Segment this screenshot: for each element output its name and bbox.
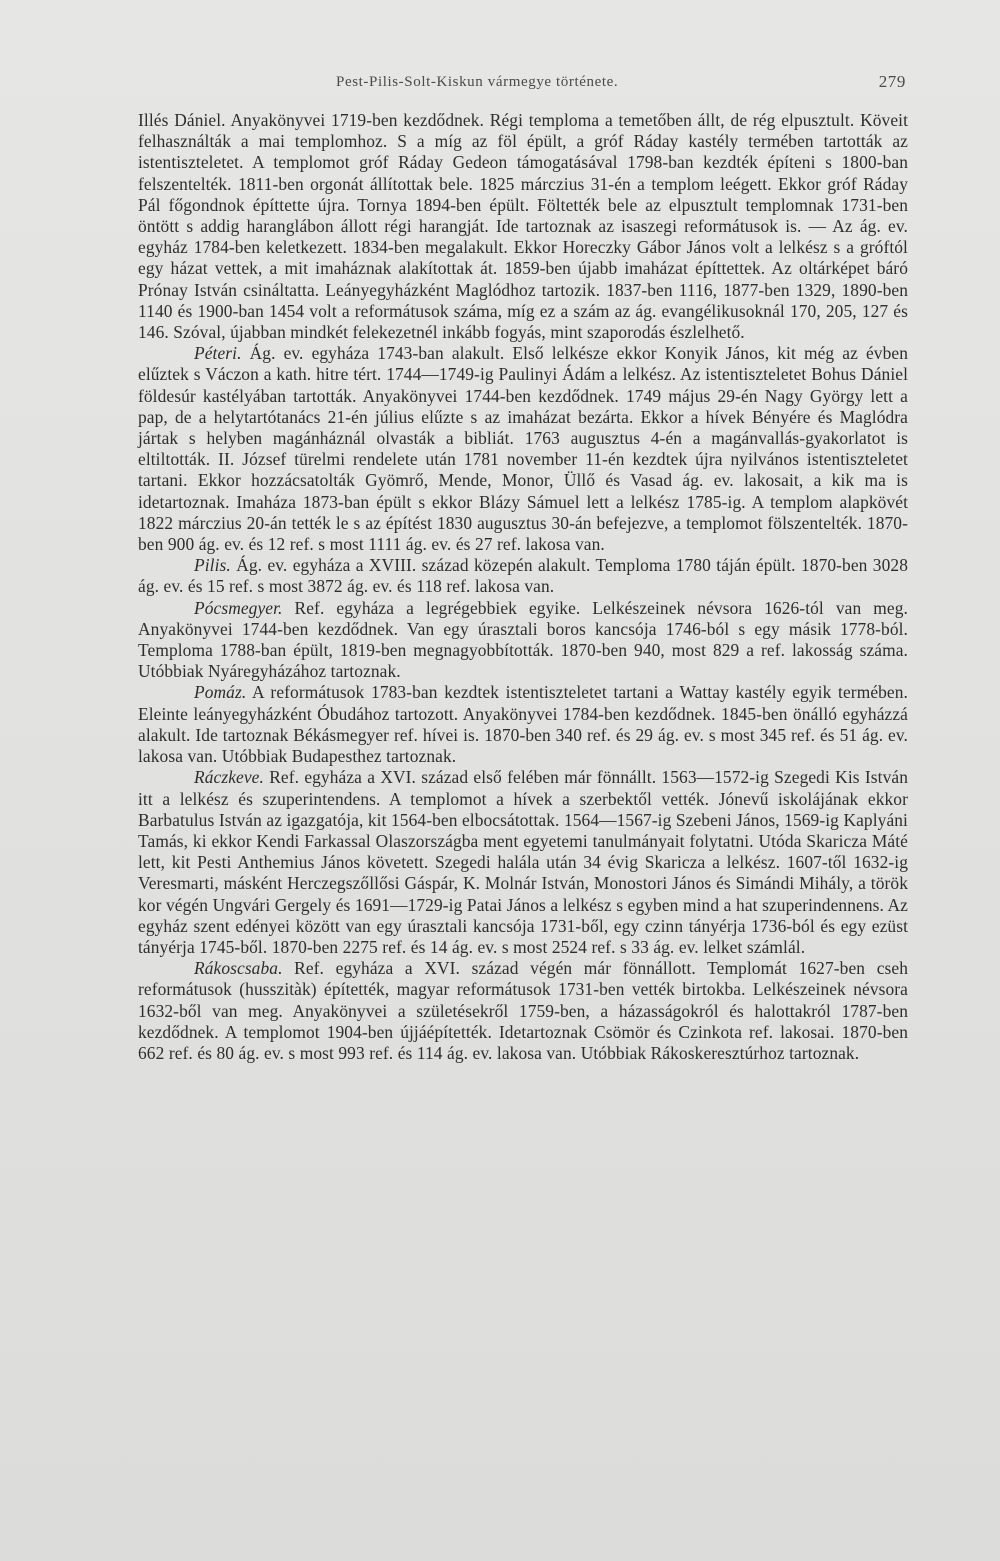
paragraph-text: Illés Dániel. Anyakönyvei 1719-ben kezdődnek. Régi temploma a temetőben állt, de rég elpusztult. Köveit felhasználták a mai templomhoz. S a míg az föl épült, a gróf Ráday kastély termében tartották az istentiszteletet. A templomot gróf Ráday Gedeon támogatásával 1798-ban kezdték építeni s 1800-ban felszentelték. 1811-ben orgonát állítottak bele. 1825 márczius 31-én a templom leégett. Ekkor gróf Ráday Pál főgondnok építtette újra. Tornya 1894-ben épült. Föltették bele az elpusztult templomnak 1731-ben öntött s addig haranglábon állott régi harangját. Ide tartoznak az isaszegi reformátusok is. — Az ág. ev. egyház 1784-ben keletkezett. 1834-ben megalakult. Ekkor Horeczky Gábor János volt a lelkész s a gróftól egy házat vettek, a mit imaháznak alakítottak át. 1859-ben újabb imaházat építtettek. Az oltárképet báró Prónay István csináltatta. Leányegyházként Maglódhoz tartozik. 1837-ben 1116, 1877-ben 1329, 1890-ben 1140 és 1900-ban 1454 volt a reformátusok száma, míg ez a szám az ág. evangélikusoknál 170, 205, 127 és 146. Szóval, újabban mindkét felekezetnél inkább fogyás, mint szaporodás észlelhető.: [138, 110, 908, 343]
paragraph-pomaz: [138, 682, 908, 767]
paragraph-peteri: [138, 343, 908, 555]
place-name-peteri: Péteri.: [194, 343, 242, 364]
paragraph-rakoscsaba: [138, 958, 908, 1064]
place-name-pilis: Pilis.: [194, 555, 231, 576]
running-head: [138, 72, 908, 96]
paragraph-text: Ág. ev. egyháza a XVIII. század közepén alakult. Temploma 1780 táján épült. 1870-ben 3028 ág. ev. és 15 ref. s most 3872 ág. ev. és 118 ref. lakosa van.: [138, 555, 908, 597]
place-name-pocsmegyer: Pócsmegyer.: [194, 597, 283, 618]
paragraph-text: A reformátusok 1783-ban kezdtek istentiszteletet tartani a Wattay kastély egyik termében. Eleinte leányegyházként Óbudához tartozott. Anyakönyvei 1784-ben kezdődnek. 1845-ben önálló egyházzá alakult. Ide tartoznak Békásmegyer ref. hívei is. 1870-ben 340 ref. és 29 ág. ev. s most 345 ref. és 51 ág. ev. lakosa van. Utóbbiak Budapesthez tartoznak.: [138, 682, 908, 767]
paragraph-text: Ág. ev. egyháza 1743-ban alakult. Első lelkésze ekkor Konyik János, kit még az évben elűztek s Váczon a kath. hitre tért. 1744—1749-ig Paulinyi Ádám a lelkész. Az istentiszteletet Bohus Dániel földesúr kastélyában tartották. Anyakönyvei 1744-ben kezdődnek. 1749 május 29-én Nagy György lett a pap, de a helytartótanács 21-én július elűzte s az imaházat bezárta. Ekkor a hívek Bényére és Maglódra jártak s helyben magánháznál olvasták a bibliát. 1763 augusztus 4-én a magánvallás-gyakorlatot is eltiltották. II. József türelmi rendelete után 1781 november 11-én kezdtek újra nyilvános istentiszteletet tartani. Ekkor hozzácsatolták Gyömrő, Mende, Monor, Üllő és Vasad ág. ev. lakosait, a kik ma is idetartoznak. Imaháza 1873-ban épült s ekkor Blázy Sámuel lett a lelkész 1785-ig. A templom alapkövét 1822 márczius 20-án tették le s az építést 1830 augusztus 30-án befejezve, a templomot fölszentelték. 1870-ben 900 ág. ev. és 12 ref. s most 1111 ág. ev. és 27 ref. lakosa van.: [138, 343, 908, 555]
body-text: [138, 110, 908, 1064]
paragraph-text: Ref. egyháza a XVI. század első felében már fönnállt. 1563—1572-ig Szegedi Kis István itt a lelkész és szuperintendens. A templomot a hívek a szerbektől vették. Jónevű iskolájának ekkor Barbatulus István az igazgatója, kit 1564-ben elbocsátottak. 1564—1567-ig Szebeni János, 1569-ig Kaplyáni Tamás, ki ekkor Kendi Farkassal Olaszországba ment egyetemi tanulmányait folytatni. Utóda Skaricza Máté lett, kit Pesti Anthemius János követett. Szegedi halála után 34 évig Skaricza a lelkész. 1607-től 1632-ig Veresmarti, másként Herczegszőllősi Gáspár, K. Molnár István, Monostori János és Simándi Mihály, a török kor végén Ungvári Gergely és 1691—1729-ig Patai János a lelkész s egyben mind a hat szuperindennens. Az egyház szent edényei között van egy úrasztali kancsója 1731-ből, egy czinn tányérja 1736-ból és egy ezüst tányérja 1745-ből. 1870-ben 2275 ref. és 14 ág. ev. s most 2524 ref. s 33 ág. ev. lelket számlál.: [138, 767, 908, 957]
place-name-raczkeve: Ráczkeve.: [194, 767, 264, 788]
paragraph-text: Ref. egyháza a legrégebbiek egyike. Lelkészeinek névsora 1626-tól van meg. Anyakönyvei 1744-ben kezdődnek. Van egy úrasztali boros kancsója 1746-ból s egy másik 1778-ból. Temploma 1788-ban épült, 1819-ben megnagyobbították. 1870-ben 940, most 829 a ref. lakosság száma. Utóbbiak Nyáregyházához tartoznak.: [138, 597, 908, 682]
place-name-pomaz: Pomáz.: [194, 682, 247, 703]
paragraph-pocsmegyer: [138, 598, 908, 683]
paragraph-alberti-continued: [138, 110, 908, 343]
page-number: 279: [878, 72, 906, 91]
running-title: Pest-Pilis-Solt-Kiskun vármegye története.: [336, 74, 619, 90]
paragraph-text: Ref. egyháza a XVI. század végén már fönnállott. Templomát 1627-ben cseh reformátusok (husszitàk) építették, magyar reformátusok 1731-ben vették birtokba. Lelkészeinek névsora 1632-ből van meg. Anyakönyvei a születésekről 1759-ben, a házasságokról és halottakról 1787-ben kezdődnek. A templomot 1904-ben újjáépítették. Idetartoznak Csömör és Czinkota ref. lakosai. 1870-ben 662 ref. és 80 ág. ev. s most 993 ref. és 114 ág. ev. lakosa van. Utóbbiak Rákoskeresztúrhoz tartoznak.: [138, 958, 908, 1063]
paragraph-pilis: [138, 555, 908, 597]
paragraph-raczkeve: [138, 767, 908, 958]
place-name-rakoscsaba: Rákoscsaba.: [194, 958, 283, 979]
